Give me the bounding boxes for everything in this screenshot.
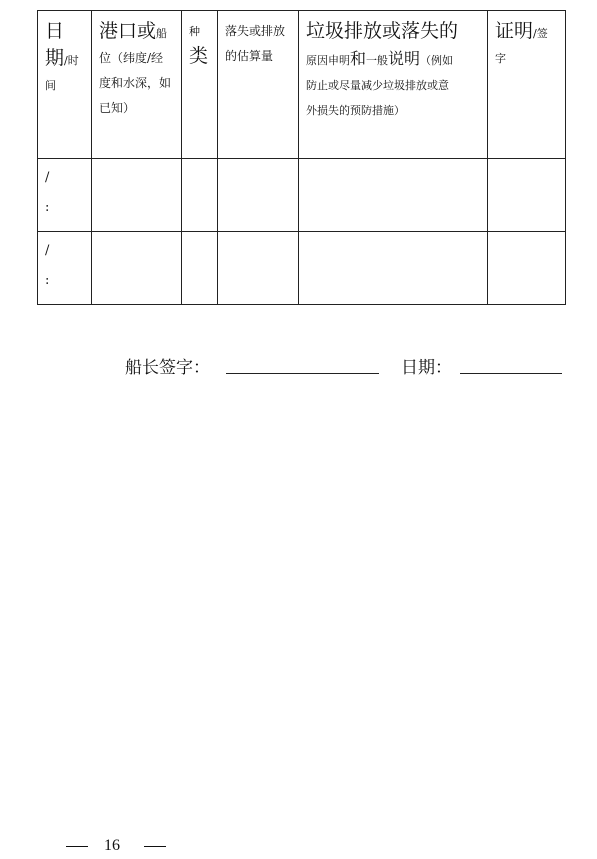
captain-signature-label: 船长签字： [125, 358, 210, 378]
amount-cell[interactable] [218, 232, 299, 305]
header-estimated-amount [218, 11, 299, 159]
time-separator: : [45, 200, 50, 215]
kind-cell[interactable] [182, 232, 218, 305]
signature-cell[interactable] [488, 159, 566, 232]
reason-cell[interactable] [299, 159, 488, 232]
reason-cell[interactable] [299, 232, 488, 305]
time-separator: : [45, 273, 50, 288]
header-reason-example: （例如 [420, 54, 454, 67]
date-separator: / [45, 243, 50, 258]
header-proof-title: 证明 [495, 20, 534, 42]
page-number: 16 [104, 837, 120, 854]
header-reason-general: 一般 [366, 54, 389, 67]
header-port-position [92, 11, 182, 159]
header-date-char2: 期 [45, 47, 65, 69]
header-port-line2: 位（纬度/经 [99, 51, 164, 65]
header-date-time: /时 [64, 54, 79, 67]
footer-dash-right [144, 846, 166, 847]
table-row [38, 232, 566, 305]
header-date-char1: 日 [45, 20, 65, 42]
date-cell[interactable] [38, 232, 92, 305]
header-reason-and: 和 [350, 49, 367, 68]
signature-section [0, 349, 597, 379]
header-reason-title: 垃圾排放或落失的 [306, 20, 459, 42]
table-header-row [38, 11, 566, 159]
header-reason-line3: 防止或尽量减少垃圾排放或意 [306, 79, 449, 92]
table-row [38, 159, 566, 232]
header-port-ship: 船 [156, 27, 168, 40]
header-proof-sign: /签 [533, 27, 548, 40]
header-port-line4: 已知） [99, 101, 136, 115]
captain-signature-line[interactable] [226, 373, 379, 374]
date-separator: / [45, 170, 50, 185]
header-date [38, 11, 92, 159]
signature-date-line[interactable] [460, 373, 562, 374]
footer-dash-left [66, 846, 88, 847]
header-reason-line4: 外损失的预防措施） [306, 104, 405, 117]
port-cell[interactable] [92, 159, 182, 232]
header-amount-line1: 落失或排放 [225, 24, 286, 38]
header-proof-char: 字 [495, 52, 506, 65]
header-proof-signature [488, 11, 566, 159]
port-cell[interactable] [92, 232, 182, 305]
header-kind-char2: 类 [189, 45, 209, 67]
amount-cell[interactable] [218, 159, 299, 232]
header-kind [182, 11, 218, 159]
header-port-line3: 度和水深，如 [99, 76, 172, 90]
header-reason-explanation: 说明 [388, 49, 421, 68]
signature-cell[interactable] [488, 232, 566, 305]
header-reason-statement: 原因申明 [306, 54, 350, 67]
signature-date-label: 日期： [401, 358, 452, 378]
kind-cell[interactable] [182, 159, 218, 232]
header-date-time-end: 间 [45, 79, 56, 92]
header-amount-line2: 的估算量 [225, 49, 274, 63]
header-kind-char1: 种 [189, 25, 200, 38]
header-port-title: 港口或 [99, 20, 157, 42]
page-footer [0, 836, 597, 856]
date-cell[interactable] [38, 159, 92, 232]
header-reason [299, 11, 488, 159]
garbage-record-table [37, 10, 566, 305]
